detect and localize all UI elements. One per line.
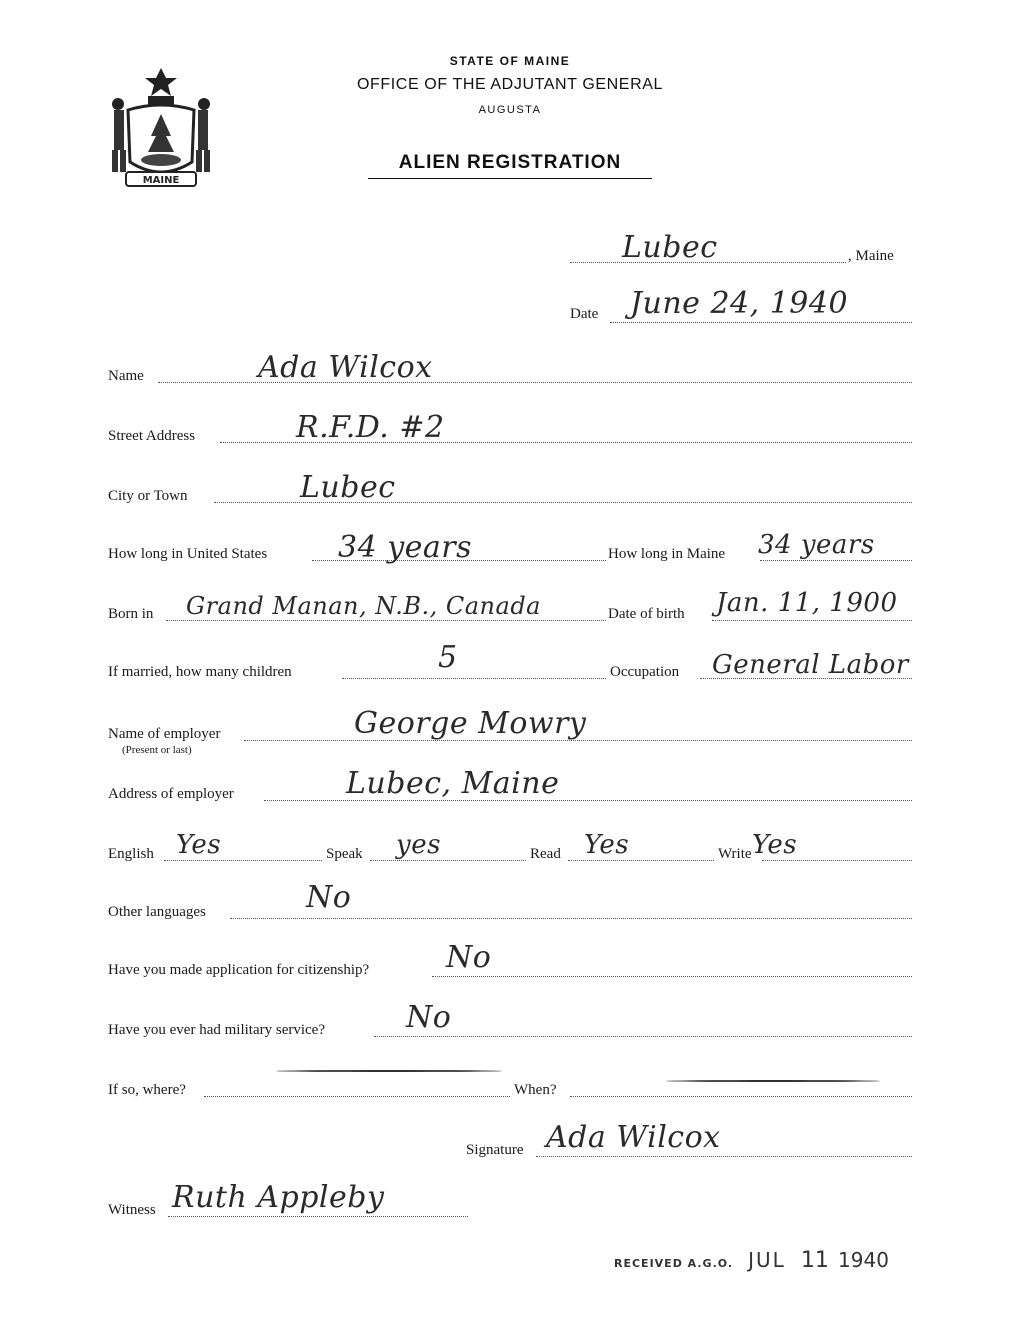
write-label: Write	[718, 846, 752, 862]
name-label: Name	[108, 368, 144, 384]
occupation-label: Occupation	[610, 664, 680, 680]
when-label: When?	[514, 1082, 557, 1098]
speak-entry: yes	[396, 830, 441, 860]
signature-label: Signature	[466, 1142, 524, 1158]
street-label: Street Address	[108, 428, 196, 444]
form-title: ALIEN REGISTRATION	[398, 152, 622, 173]
city-entry: Lubec	[300, 470, 396, 505]
military-label: Have you ever had military service?	[108, 1022, 325, 1038]
stamp-day: 11	[800, 1248, 829, 1273]
english-entry: Yes	[176, 830, 222, 860]
signature-entry: Ada Wilcox	[546, 1120, 721, 1155]
maine-long-entry: 34 years	[758, 530, 875, 560]
header-office: OFFICE OF THE ADJUTANT GENERAL	[356, 76, 664, 93]
us-entry: 34 years	[338, 530, 473, 565]
date-label: Date	[570, 306, 599, 322]
emp-address-label: Address of employer	[108, 786, 234, 802]
born-line	[166, 620, 606, 621]
witness-label: Witness	[108, 1202, 156, 1218]
signature-line	[536, 1156, 912, 1157]
witness-line	[168, 1216, 468, 1217]
witness-entry: Ruth Appleby	[172, 1180, 385, 1215]
children-entry: 5	[438, 640, 458, 675]
state-seal-icon	[108, 66, 214, 192]
where-line	[204, 1096, 510, 1097]
maine-long-label: How long in Maine	[608, 546, 726, 562]
write-line	[762, 860, 912, 861]
military-entry: No	[406, 1000, 452, 1035]
children-label: If married, how many children	[108, 664, 292, 680]
title-underline	[368, 178, 652, 179]
emp-address-entry: Lubec, Maine	[346, 766, 560, 801]
employer-sublabel: (Present or last)	[122, 744, 192, 756]
write-entry: Yes	[752, 830, 798, 860]
read-line	[568, 860, 714, 861]
read-label: Read	[530, 846, 561, 862]
born-label: Born in	[108, 606, 154, 622]
date-entry: June 24, 1940	[630, 286, 849, 321]
header-state: STATE OF MAINE	[449, 54, 571, 68]
where-dash-mark	[276, 1070, 502, 1072]
other-lang-label: Other languages	[108, 904, 206, 920]
stamp-year: 1940	[838, 1248, 889, 1272]
children-line	[342, 678, 606, 679]
english-line	[164, 860, 322, 861]
town-entry: Lubec	[622, 230, 718, 265]
dob-entry: Jan. 11, 1900	[716, 588, 898, 618]
other-lang-line	[230, 918, 912, 919]
citizenship-entry: No	[446, 940, 492, 975]
where-label: If so, where?	[108, 1082, 186, 1098]
born-entry: Grand Manan, N.B., Canada	[186, 592, 541, 620]
us-label: How long in United States	[108, 546, 268, 562]
received-stamp	[614, 1248, 889, 1273]
speak-label: Speak	[326, 846, 363, 862]
stamp-month: JUL	[748, 1248, 786, 1272]
name-entry: Ada Wilcox	[258, 350, 433, 385]
when-line	[570, 1096, 912, 1097]
citizenship-label: Have you made application for citizenship?	[108, 962, 370, 978]
english-label: English	[108, 846, 154, 862]
occupation-entry: General Labor	[712, 650, 909, 680]
seal-text: MAINE	[142, 175, 180, 186]
maine-long-line	[760, 560, 912, 561]
speak-line	[370, 860, 526, 861]
military-line	[374, 1036, 912, 1037]
employer-entry: George Mowry	[354, 706, 587, 741]
dob-line	[712, 620, 912, 621]
stamp-received: RECEIVED A.G.O.	[614, 1257, 734, 1270]
header-city: AUGUSTA	[478, 104, 542, 116]
other-lang-entry: No	[306, 880, 352, 915]
read-entry: Yes	[584, 830, 630, 860]
maine-label: , Maine	[848, 248, 894, 264]
employer-label: Name of employer	[108, 726, 221, 742]
city-label: City or Town	[108, 488, 188, 504]
date-line	[610, 322, 912, 323]
citizenship-line	[432, 976, 912, 977]
when-dash-mark	[666, 1080, 880, 1082]
dob-label: Date of birth	[608, 606, 685, 622]
street-entry: R.F.D. #2	[296, 410, 445, 445]
